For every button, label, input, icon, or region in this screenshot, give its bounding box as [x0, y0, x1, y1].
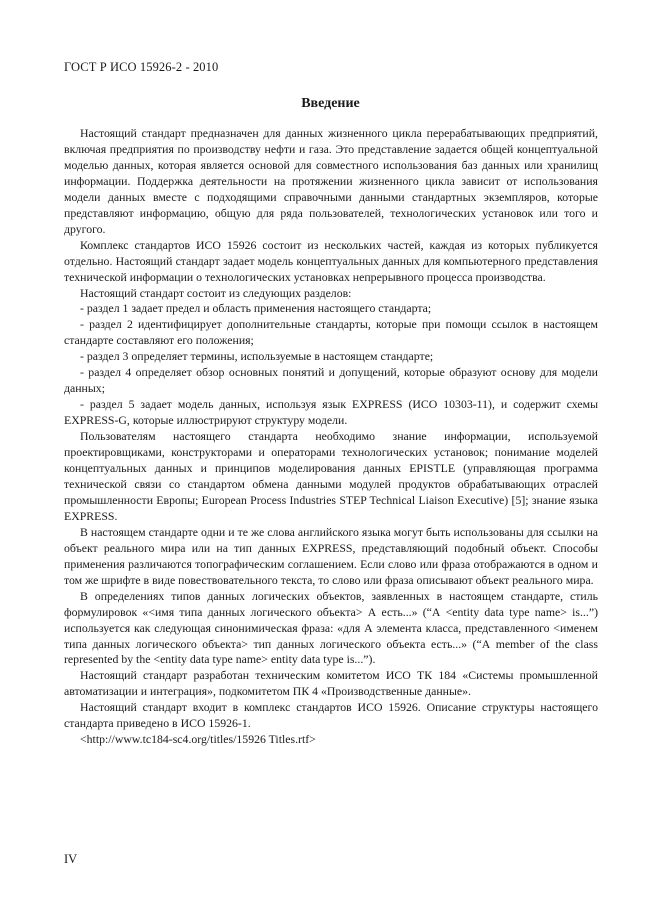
- standard-header: ГОСТ Р ИСО 15926-2 - 2010: [64, 60, 219, 74]
- list-item-section-2: - раздел 2 идентифицирует дополнительные стандарты, которые при помощи ссылок в настоящем стандарте составляют его положения;: [64, 317, 598, 348]
- paragraph-definitions: В определениях типов данных логических объектов, заявленных в настоящем стандарте, стиль формулировок «<имя типа данных логического объекта> А есть...» (“А <entity data type name> is...”) используется как следующая синонимическая фраза: «для А элемента класса, представленного <именем типа данных логического объекта> тип данных логического объекта есть...» (“А member of the class represented by the <entity data type name> entity data type is...”).: [64, 588, 598, 667]
- section-title: Введение: [301, 96, 360, 111]
- list-item-section-1: - раздел 1 задает предел и область применения настоящего стандарта;: [80, 301, 432, 316]
- list-item-section-3: - раздел 3 определяет термины, используемые в настоящем стандарте;: [80, 349, 434, 364]
- paragraph-complex: Комплекс стандартов ИСО 15926 состоит из нескольких частей, каждая из которых публикуется отдельно. Настоящий стандарт задает модель концептуальных данных для компьютерного представления технической информации о технологических установках непрерывного процесса производства.: [64, 237, 598, 284]
- list-item-section-4: - раздел 4 определяет обзор основных понятий и допущений, которые образуют основу для модели данных;: [64, 365, 598, 396]
- paragraph-sections-lead: Настоящий стандарт состоит из следующих разделов:: [80, 285, 352, 300]
- paragraph-committee: Настоящий стандарт разработан техническим комитетом ИСО ТК 184 «Системы промышленной автоматизации и интеграция», подкомитетом ПК 4 «Производственные данные».: [64, 668, 598, 699]
- list-item-section-5: - раздел 5 задает модель данных, используя язык EXPRESS (ИСО 10303-11), и содержит схемы EXPRESS-G, которые иллюстрируют структуру модели.: [64, 397, 598, 428]
- reference-url[interactable]: <http://www.tc184-sc4.org/titles/15926 Titles.rtf>: [80, 732, 316, 747]
- body-text: [64, 126, 598, 748]
- paragraph-words: В настоящем стандарте одни и те же слова английского языка могут быть использованы для ссылки на объект реального мира или на тип данных EXPRESS, представляющий подобный объект. Способы применения различаются топографическим соглашением. Если слово или фраза отображаются в одном и том же шрифте в виде повествовательного текста, то слово или фраза описывают объект реального мира.: [64, 524, 598, 587]
- paragraph-intro: Настоящий стандарт предназначен для данных жизненного цикла перерабатывающих предприятий, включая предприятия по производству нефти и газа. Это представление задается общей концептуальной моделью данных, которая является основой для совместного использования баз данных или хранилищ информации. Поддержка деятельности на протяжении жизненного цикла зависит от использования модели данных вместе с подходящими справочными данными стандартных экземпляров, которые представляют информацию, общую для ряда пользователей, технологических установок или того и другого.: [64, 126, 598, 236]
- page-number: IV: [64, 852, 78, 866]
- paragraph-users: Пользователям настоящего стандарта необходимо знание информации, используемой проектировщиками, конструкторами и операторами технологических установок; понимание моделей концептуальных данных и принципов моделирования данных EPISTLE (управляющая программа технической связи со стандартом обмена данными модулей продуктов обрабатывающих отраслей промышленности Европы; European Process Industries STEP Technical Liaison Executive) [5]; знание языка EXPRESS.: [64, 429, 598, 523]
- paragraph-structure: Настоящий стандарт входит в комплекс стандартов ИСО 15926. Описание структуры настоящего стандарта приведено в ИСО 15926-1.: [64, 700, 598, 731]
